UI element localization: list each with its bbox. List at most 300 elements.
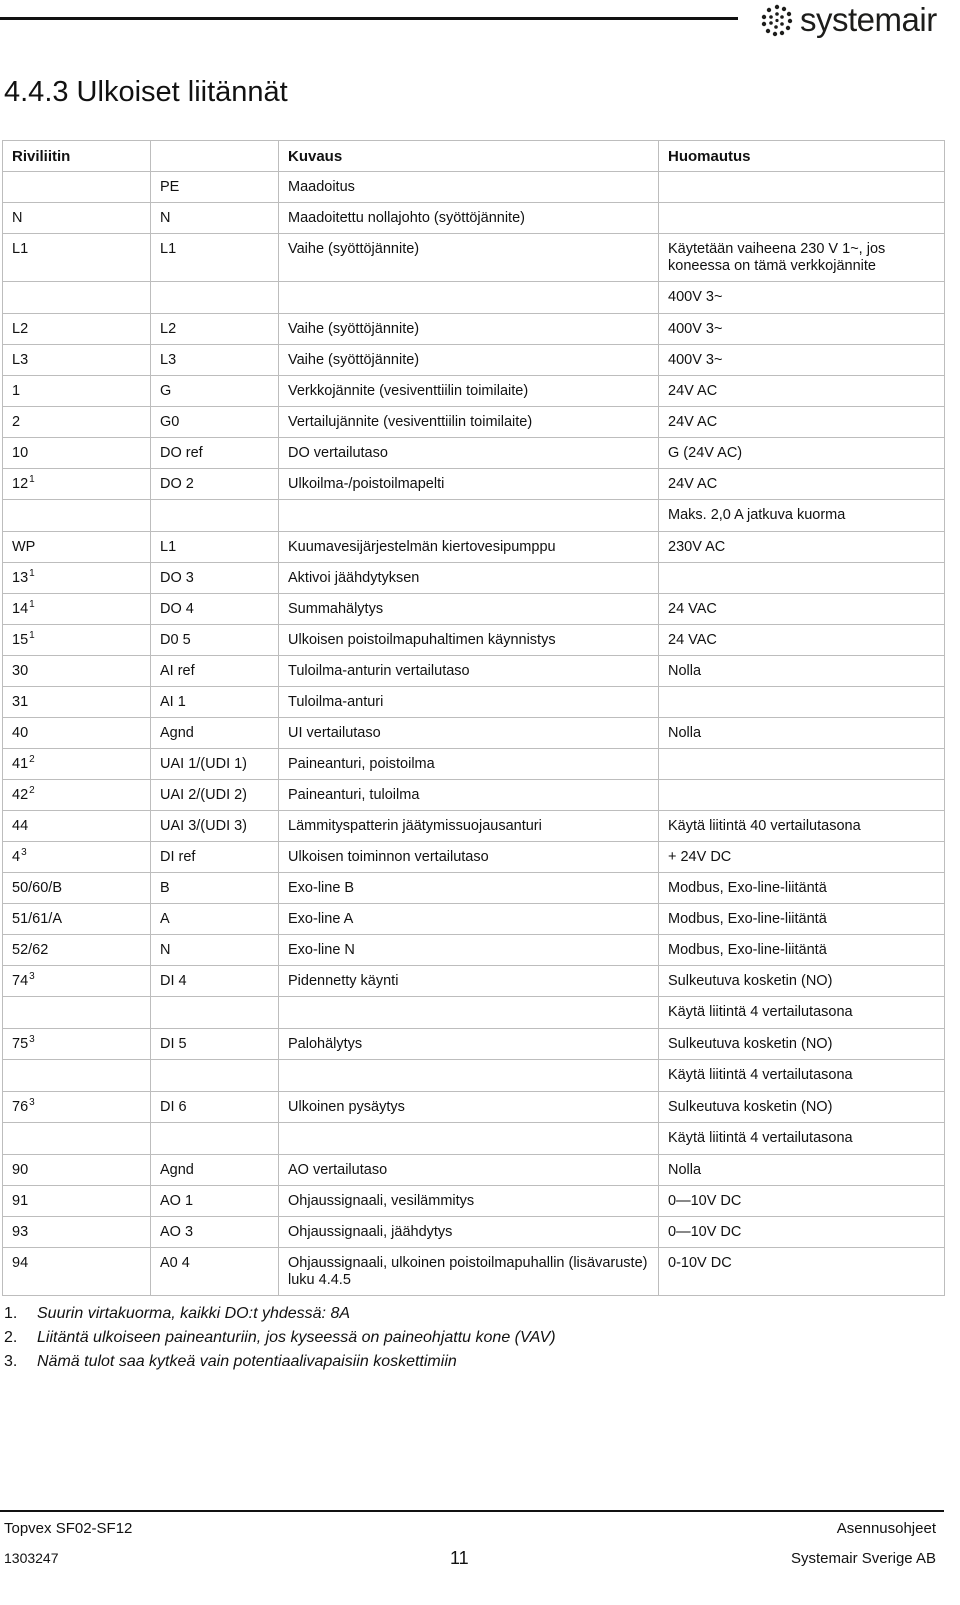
description-cell-text: Vaihe (syöttöjännite) bbox=[288, 241, 420, 257]
remark-cell bbox=[659, 966, 945, 997]
code-cell-text: DO 3 bbox=[160, 570, 194, 586]
description-cell-text: Exo-line N bbox=[288, 942, 355, 958]
footnote bbox=[4, 1302, 556, 1326]
code-cell bbox=[151, 1060, 279, 1092]
terminal-cell bbox=[3, 282, 151, 314]
footnote-number: 2. bbox=[4, 1329, 18, 1346]
code-cell bbox=[151, 469, 279, 500]
description-cell bbox=[279, 203, 659, 234]
description-cell bbox=[279, 469, 659, 500]
description-cell-text: DO vertailutaso bbox=[288, 445, 388, 461]
remark-cell bbox=[659, 873, 945, 904]
terminal-cell bbox=[3, 656, 151, 687]
code-cell-text: DI 4 bbox=[160, 973, 187, 989]
code-cell-text: AI 1 bbox=[160, 694, 186, 710]
col-header-description: Kuvaus bbox=[279, 141, 659, 172]
footnote-number: 1. bbox=[4, 1305, 18, 1322]
code-cell-text: D0 5 bbox=[160, 632, 191, 648]
terminal-cell bbox=[3, 438, 151, 469]
terminal-cell-text: 75 bbox=[12, 1036, 29, 1052]
table-row bbox=[3, 842, 945, 873]
remark-cell-text: Nolla bbox=[668, 725, 702, 741]
description-cell bbox=[279, 1123, 659, 1155]
description-cell-text: Maadoitus bbox=[288, 179, 355, 195]
description-cell bbox=[279, 904, 659, 935]
terminal-cell-text: N bbox=[12, 210, 23, 226]
terminal-cell bbox=[3, 687, 151, 718]
terminal-cell-text: L3 bbox=[12, 352, 29, 368]
remark-cell bbox=[659, 1248, 945, 1296]
description-cell bbox=[279, 172, 659, 203]
description-cell bbox=[279, 407, 659, 438]
table-row bbox=[3, 532, 945, 563]
remark-cell-text: 24 VAC bbox=[668, 601, 717, 617]
code-cell-text: AO 1 bbox=[160, 1193, 194, 1209]
description-cell bbox=[279, 656, 659, 687]
remark-cell-text: 400V 3~ bbox=[668, 352, 723, 368]
description-cell bbox=[279, 234, 659, 282]
code-cell bbox=[151, 780, 279, 811]
remark-cell bbox=[659, 1123, 945, 1155]
remark-cell bbox=[659, 345, 945, 376]
terminal-cell bbox=[3, 500, 151, 532]
footnote-text: Liitäntä ulkoiseen paineanturiin, jos kyseessä on paineohjattu kone (VAV) bbox=[37, 1329, 556, 1346]
footnote bbox=[4, 1326, 556, 1350]
remark-cell-text: 24V AC bbox=[668, 414, 718, 430]
terminal-cell-text: 15 bbox=[12, 632, 29, 648]
remark-cell bbox=[659, 203, 945, 234]
remark-cell bbox=[659, 842, 945, 873]
code-cell-text: DO 4 bbox=[160, 601, 194, 617]
description-cell-text: Vertailujännite (vesiventtiilin toimilaite) bbox=[288, 414, 533, 430]
table-row bbox=[3, 1155, 945, 1186]
terminal-cell-text: 51/61/A bbox=[12, 911, 62, 927]
code-cell bbox=[151, 625, 279, 656]
remark-cell-text: 400V 3~ bbox=[668, 289, 723, 305]
terminal-cell-text: 42 bbox=[12, 787, 29, 803]
systemair-logo bbox=[760, 2, 937, 38]
code-cell-text: G bbox=[160, 383, 172, 399]
terminal-cell-text: 1 bbox=[12, 383, 21, 399]
terminal-cell-text: 41 bbox=[12, 756, 29, 772]
terminal-cell bbox=[3, 594, 151, 625]
code-cell bbox=[151, 563, 279, 594]
code-cell-text: L2 bbox=[160, 321, 177, 337]
code-cell bbox=[151, 345, 279, 376]
code-cell bbox=[151, 966, 279, 997]
footer-company: Systemair Sverige AB bbox=[790, 1550, 936, 1567]
description-cell bbox=[279, 500, 659, 532]
code-cell-text: L3 bbox=[160, 352, 177, 368]
description-cell bbox=[279, 966, 659, 997]
description-cell bbox=[279, 749, 659, 780]
description-cell bbox=[279, 314, 659, 345]
description-cell bbox=[279, 780, 659, 811]
code-cell-text: UAI 3/(UDI 3) bbox=[160, 818, 248, 834]
code-cell-text: L1 bbox=[160, 241, 177, 257]
remark-cell-text: Käytä liitintä 4 vertailutasona bbox=[668, 1004, 853, 1020]
code-cell bbox=[151, 1029, 279, 1060]
table-row bbox=[3, 438, 945, 469]
remark-cell-text: Sulkeutuva kosketin (NO) bbox=[668, 1036, 833, 1052]
terminal-cell-text: 74 bbox=[12, 973, 29, 989]
remark-cell-text: Modbus, Exo-line-liitäntä bbox=[668, 911, 827, 927]
description-cell-text: AO vertailutaso bbox=[288, 1162, 388, 1178]
footnote-text: Suurin virtakuorma, kaikki DO:t yhdessä: 8A bbox=[37, 1305, 351, 1322]
remark-cell bbox=[659, 1029, 945, 1060]
description-cell bbox=[279, 1092, 659, 1123]
remark-cell-text: 230V AC bbox=[668, 539, 726, 555]
table-row bbox=[3, 594, 945, 625]
page-number: 11 bbox=[450, 1548, 469, 1568]
table-header-row bbox=[3, 141, 945, 172]
terminal-cell-text: 94 bbox=[12, 1255, 29, 1271]
terminal-cell bbox=[3, 345, 151, 376]
table-row bbox=[3, 718, 945, 749]
terminal-cell-text: 31 bbox=[12, 694, 29, 710]
description-cell-text: Aktivoi jäähdytyksen bbox=[288, 570, 420, 586]
remark-cell bbox=[659, 656, 945, 687]
description-cell bbox=[279, 438, 659, 469]
remark-cell-text: Käytä liitintä 4 vertailutasona bbox=[668, 1130, 853, 1146]
terminal-cell bbox=[3, 935, 151, 966]
terminal-cell bbox=[3, 811, 151, 842]
terminal-cell bbox=[3, 842, 151, 873]
description-cell-text: Vaihe (syöttöjännite) bbox=[288, 321, 420, 337]
code-cell bbox=[151, 438, 279, 469]
code-cell bbox=[151, 842, 279, 873]
remark-cell-text: 0—10V DC bbox=[668, 1224, 742, 1240]
terminal-cell-text: 4 bbox=[12, 849, 21, 865]
code-cell-text: N bbox=[160, 942, 171, 958]
terminal-cell bbox=[3, 904, 151, 935]
terminal-cell-text: 76 bbox=[12, 1099, 29, 1115]
description-cell bbox=[279, 1186, 659, 1217]
terminal-cell bbox=[3, 1248, 151, 1296]
code-cell bbox=[151, 407, 279, 438]
table-row bbox=[3, 314, 945, 345]
terminal-cell-text: 10 bbox=[12, 445, 29, 461]
code-cell-text: A bbox=[160, 911, 170, 927]
table-row bbox=[3, 1217, 945, 1248]
code-cell bbox=[151, 749, 279, 780]
code-cell-text: DI 6 bbox=[160, 1099, 187, 1115]
remark-cell bbox=[659, 780, 945, 811]
code-cell bbox=[151, 500, 279, 532]
terminal-cell bbox=[3, 1155, 151, 1186]
remark-cell bbox=[659, 376, 945, 407]
code-cell-text: Agnd bbox=[160, 1162, 194, 1178]
table-row bbox=[3, 1248, 945, 1296]
description-cell-text: Paineanturi, poistoilma bbox=[288, 756, 435, 772]
code-cell bbox=[151, 1217, 279, 1248]
terminal-cell-text: 93 bbox=[12, 1224, 29, 1240]
terminal-cell bbox=[3, 780, 151, 811]
remark-cell-text: Käytä liitintä 4 vertailutasona bbox=[668, 1067, 853, 1083]
terminal-cell bbox=[3, 1092, 151, 1123]
description-cell-text: Palohälytys bbox=[288, 1036, 363, 1052]
code-cell-text: DO ref bbox=[160, 445, 203, 461]
code-cell bbox=[151, 234, 279, 282]
terminal-cell-text: 90 bbox=[12, 1162, 29, 1178]
remark-cell bbox=[659, 935, 945, 966]
code-cell bbox=[151, 172, 279, 203]
remark-cell bbox=[659, 314, 945, 345]
footnote-ref: 3 bbox=[29, 1097, 35, 1108]
table-row bbox=[3, 282, 945, 314]
terminal-cell bbox=[3, 469, 151, 500]
code-cell bbox=[151, 873, 279, 904]
description-cell-text: Ulkoinen pysäytys bbox=[288, 1099, 405, 1115]
code-cell bbox=[151, 656, 279, 687]
terminal-cell-text: 50/60/B bbox=[12, 880, 62, 896]
code-cell bbox=[151, 1155, 279, 1186]
description-cell bbox=[279, 811, 659, 842]
description-cell bbox=[279, 625, 659, 656]
table-row bbox=[3, 935, 945, 966]
description-cell-text: Lämmityspatterin jäätymissuojausanturi bbox=[288, 818, 542, 834]
code-cell bbox=[151, 1092, 279, 1123]
code-cell bbox=[151, 687, 279, 718]
table-row bbox=[3, 407, 945, 438]
terminal-cell-text: 30 bbox=[12, 663, 29, 679]
terminal-cell-text: WP bbox=[12, 539, 36, 555]
table-row bbox=[3, 625, 945, 656]
code-cell bbox=[151, 904, 279, 935]
remark-cell-text: Maks. 2,0 A jatkuva kuorma bbox=[668, 507, 846, 523]
description-cell-text: UI vertailutaso bbox=[288, 725, 381, 741]
terminal-cell bbox=[3, 203, 151, 234]
terminal-cell-text: 91 bbox=[12, 1193, 29, 1209]
remark-cell bbox=[659, 1092, 945, 1123]
remark-cell-text: 24V AC bbox=[668, 476, 718, 492]
terminal-table bbox=[2, 140, 945, 1296]
description-cell-text: Ulkoilma-/poistoilmapelti bbox=[288, 476, 445, 492]
code-cell-text: AO 3 bbox=[160, 1224, 194, 1240]
table-row bbox=[3, 376, 945, 407]
footnote-ref: 3 bbox=[29, 1034, 35, 1045]
terminal-cell bbox=[3, 718, 151, 749]
remark-cell-text: Modbus, Exo-line-liitäntä bbox=[668, 880, 827, 896]
col-header-terminal: Riviliitin bbox=[3, 141, 151, 172]
description-cell-text: Tuloilma-anturin vertailutaso bbox=[288, 663, 470, 679]
description-cell-text: Kuumavesijärjestelmän kiertovesipumppu bbox=[288, 539, 556, 555]
description-cell bbox=[279, 1248, 659, 1296]
logo-dots-icon bbox=[760, 3, 794, 37]
table-row bbox=[3, 1092, 945, 1123]
table-row bbox=[3, 997, 945, 1029]
description-cell-text: Ohjaussignaali, ulkoinen poistoilmapuhallin (lisävaruste) luku 4.4.5 bbox=[288, 1255, 648, 1288]
footnote-text: Nämä tulot saa kytkeä vain potentiaalivapaisiin koskettimiin bbox=[37, 1353, 457, 1370]
terminal-cell bbox=[3, 749, 151, 780]
description-cell bbox=[279, 563, 659, 594]
remark-cell-text: Nolla bbox=[668, 663, 702, 679]
footnote bbox=[4, 1350, 556, 1374]
remark-cell bbox=[659, 904, 945, 935]
code-cell-text: G0 bbox=[160, 414, 180, 430]
description-cell bbox=[279, 532, 659, 563]
terminal-cell bbox=[3, 966, 151, 997]
footer-doc-type: Asennusohjeet bbox=[836, 1520, 936, 1537]
description-cell-text: Exo-line A bbox=[288, 911, 354, 927]
terminal-cell bbox=[3, 1186, 151, 1217]
description-cell bbox=[279, 282, 659, 314]
terminal-cell bbox=[3, 1123, 151, 1155]
remark-cell bbox=[659, 1186, 945, 1217]
remark-cell-text: Nolla bbox=[668, 1162, 702, 1178]
code-cell-text: Agnd bbox=[160, 725, 194, 741]
code-cell-text: A0 4 bbox=[160, 1255, 190, 1271]
description-cell-text: Paineanturi, tuloilma bbox=[288, 787, 420, 803]
description-cell-text: Verkkojännite (vesiventtiilin toimilaite) bbox=[288, 383, 529, 399]
terminal-cell-text: L1 bbox=[12, 241, 29, 257]
remark-cell bbox=[659, 1155, 945, 1186]
remark-cell bbox=[659, 563, 945, 594]
remark-cell-text: 0-10V DC bbox=[668, 1255, 732, 1271]
description-cell bbox=[279, 842, 659, 873]
terminal-cell-text: 14 bbox=[12, 601, 29, 617]
terminal-cell-text: 52/62 bbox=[12, 942, 49, 958]
code-cell-text: N bbox=[160, 210, 171, 226]
footnote-number: 3. bbox=[4, 1353, 18, 1370]
table-row bbox=[3, 966, 945, 997]
terminal-cell-text: 40 bbox=[12, 725, 29, 741]
table-row bbox=[3, 656, 945, 687]
terminal-cell bbox=[3, 625, 151, 656]
table-row bbox=[3, 1029, 945, 1060]
code-cell-text: B bbox=[160, 880, 170, 896]
remark-cell bbox=[659, 625, 945, 656]
table-row bbox=[3, 1123, 945, 1155]
table-row bbox=[3, 904, 945, 935]
code-cell-text: DI 5 bbox=[160, 1036, 187, 1052]
remark-cell-text: 400V 3~ bbox=[668, 321, 723, 337]
footnote-ref: 1 bbox=[29, 474, 35, 485]
description-cell bbox=[279, 997, 659, 1029]
col-header-code bbox=[151, 141, 279, 172]
table-row bbox=[3, 500, 945, 532]
terminal-cell bbox=[3, 407, 151, 438]
code-cell-text: AI ref bbox=[160, 663, 195, 679]
description-cell bbox=[279, 873, 659, 904]
remark-cell bbox=[659, 469, 945, 500]
remark-cell-text: Sulkeutuva kosketin (NO) bbox=[668, 1099, 833, 1115]
code-cell bbox=[151, 718, 279, 749]
remark-cell-text: G (24V AC) bbox=[668, 445, 743, 461]
remark-cell-text: 0—10V DC bbox=[668, 1193, 742, 1209]
table-row bbox=[3, 780, 945, 811]
terminal-cell-text: L2 bbox=[12, 321, 29, 337]
terminal-cell bbox=[3, 376, 151, 407]
footnote-ref: 1 bbox=[29, 599, 35, 610]
description-cell bbox=[279, 345, 659, 376]
remark-cell-text: Modbus, Exo-line-liitäntä bbox=[668, 942, 827, 958]
description-cell bbox=[279, 718, 659, 749]
description-cell-text: Pidennetty käynti bbox=[288, 973, 399, 989]
description-cell bbox=[279, 594, 659, 625]
code-cell-text: UAI 2/(UDI 2) bbox=[160, 787, 248, 803]
table-row bbox=[3, 563, 945, 594]
terminal-cell-text: 13 bbox=[12, 570, 29, 586]
remark-cell bbox=[659, 234, 945, 282]
terminal-cell bbox=[3, 563, 151, 594]
description-cell bbox=[279, 1155, 659, 1186]
brand-name: systemair bbox=[800, 1, 937, 38]
footnote-ref: 1 bbox=[29, 568, 35, 579]
description-cell bbox=[279, 1060, 659, 1092]
remark-cell bbox=[659, 997, 945, 1029]
remark-cell-text: 24 VAC bbox=[668, 632, 717, 648]
terminal-cell bbox=[3, 1217, 151, 1248]
code-cell bbox=[151, 1186, 279, 1217]
code-cell-text: L1 bbox=[160, 539, 177, 555]
remark-cell-text: Käytä liitintä 40 vertailutasona bbox=[668, 818, 861, 834]
header-rule bbox=[0, 17, 738, 20]
description-cell-text: Maadoitettu nollajohto (syöttöjännite) bbox=[288, 210, 525, 226]
table-row bbox=[3, 1060, 945, 1092]
table-row bbox=[3, 873, 945, 904]
footnote-ref: 3 bbox=[21, 847, 27, 858]
description-cell-text: Summahälytys bbox=[288, 601, 384, 617]
description-cell bbox=[279, 687, 659, 718]
table-row bbox=[3, 1186, 945, 1217]
terminal-cell bbox=[3, 1029, 151, 1060]
code-cell-text: PE bbox=[160, 179, 180, 195]
footnote-ref: 2 bbox=[29, 754, 35, 765]
footnotes bbox=[4, 1302, 556, 1374]
code-cell-text: DO 2 bbox=[160, 476, 194, 492]
terminal-cell-text: 2 bbox=[12, 414, 21, 430]
table-row bbox=[3, 811, 945, 842]
table-row bbox=[3, 469, 945, 500]
remark-cell bbox=[659, 811, 945, 842]
description-cell-text: Tuloilma-anturi bbox=[288, 694, 384, 710]
terminal-cell bbox=[3, 997, 151, 1029]
terminal-cell-text: 12 bbox=[12, 476, 29, 492]
code-cell-text: UAI 1/(UDI 1) bbox=[160, 756, 248, 772]
description-cell-text: Ohjaussignaali, vesilämmitys bbox=[288, 1193, 475, 1209]
remark-cell bbox=[659, 687, 945, 718]
remark-cell-text: Sulkeutuva kosketin (NO) bbox=[668, 973, 833, 989]
footnote-ref: 1 bbox=[29, 630, 35, 641]
code-cell bbox=[151, 811, 279, 842]
code-cell bbox=[151, 1123, 279, 1155]
footnote-ref: 3 bbox=[29, 971, 35, 982]
code-cell bbox=[151, 1248, 279, 1296]
description-cell bbox=[279, 1217, 659, 1248]
terminal-cell bbox=[3, 873, 151, 904]
col-header-remark: Huomautus bbox=[659, 141, 945, 172]
code-cell bbox=[151, 935, 279, 966]
terminal-cell bbox=[3, 172, 151, 203]
remark-cell bbox=[659, 749, 945, 780]
table-row bbox=[3, 203, 945, 234]
remark-cell bbox=[659, 1060, 945, 1092]
remark-cell bbox=[659, 407, 945, 438]
code-cell bbox=[151, 997, 279, 1029]
section-title: 4.4.3 Ulkoiset liitännät bbox=[4, 76, 288, 108]
code-cell bbox=[151, 532, 279, 563]
table-row bbox=[3, 172, 945, 203]
table-row bbox=[3, 345, 945, 376]
description-cell-text: Ohjaussignaali, jäähdytys bbox=[288, 1224, 453, 1240]
remark-cell bbox=[659, 718, 945, 749]
description-cell-text: Ulkoisen toiminnon vertailutaso bbox=[288, 849, 489, 865]
remark-cell bbox=[659, 172, 945, 203]
remark-cell-text: + 24V DC bbox=[668, 849, 732, 865]
remark-cell bbox=[659, 1217, 945, 1248]
description-cell bbox=[279, 376, 659, 407]
